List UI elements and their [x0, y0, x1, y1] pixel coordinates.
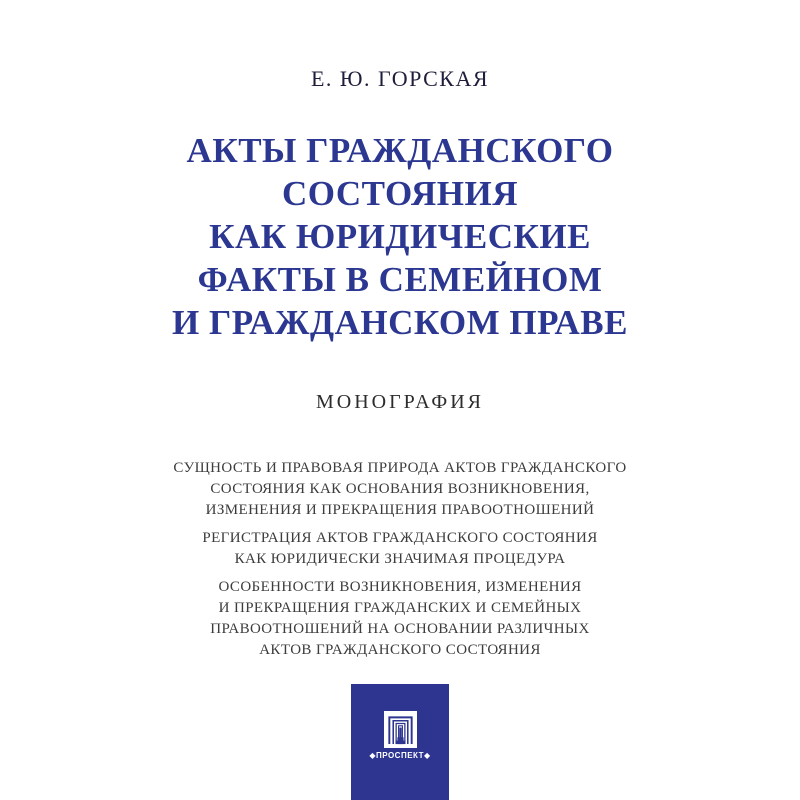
title-line: И ГРАЖДАНСКОМ ПРАВЕ: [172, 303, 628, 342]
title-line: СОСТОЯНИЯ: [281, 174, 519, 213]
prospekt-arch-icon: [384, 711, 417, 748]
title-line: КАК ЮРИДИЧЕСКИЕ: [209, 217, 591, 256]
title-line: АКТЫ ГРАЖДАНСКОГО: [186, 131, 614, 170]
description-paragraph: [0, 458, 800, 521]
publisher-name: ◆ПРОСПЕКТ◆: [369, 751, 431, 760]
description-line: ОСОБЕННОСТИ ВОЗНИКНОВЕНИЯ, ИЗМЕНЕНИЯ: [218, 579, 582, 595]
book-title: [0, 129, 800, 344]
description-line: ИЗМЕНЕНИЯ И ПРЕКРАЩЕНИЯ ПРАВООТНОШЕНИЙ: [205, 502, 595, 518]
description-paragraph: [0, 528, 800, 570]
description-line: СУЩНОСТЬ И ПРАВОВАЯ ПРИРОДА АКТОВ ГРАЖДАНСКОГО: [173, 460, 627, 476]
title-line: ФАКТЫ В СЕМЕЙНОМ: [197, 260, 603, 299]
description-line: И ПРЕКРАЩЕНИЯ ГРАЖДАНСКИХ И СЕМЕЙНЫХ: [218, 600, 582, 616]
description-line: СОСТОЯНИЯ КАК ОСНОВАНИЯ ВОЗНИКНОВЕНИЯ,: [210, 481, 590, 497]
description-line: РЕГИСТРАЦИЯ АКТОВ ГРАЖДАНСКОГО СОСТОЯНИЯ: [202, 530, 598, 546]
description-line: ПРАВООТНОШЕНИЙ НА ОСНОВАНИИ РАЗЛИЧНЫХ: [210, 621, 590, 637]
publisher-logo: [351, 684, 449, 800]
subtitle-monograph: МОНОГРАФИЯ: [315, 391, 484, 413]
description-paragraph: [0, 577, 800, 661]
description-line: АКТОВ ГРАЖДАНСКОГО СОСТОЯНИЯ: [259, 642, 541, 658]
description-block: [0, 458, 800, 668]
author-name: Е. Ю. ГОРСКАЯ: [310, 66, 490, 91]
description-line: КАК ЮРИДИЧЕСКИ ЗНАЧИМАЯ ПРОЦЕДУРА: [234, 551, 566, 567]
